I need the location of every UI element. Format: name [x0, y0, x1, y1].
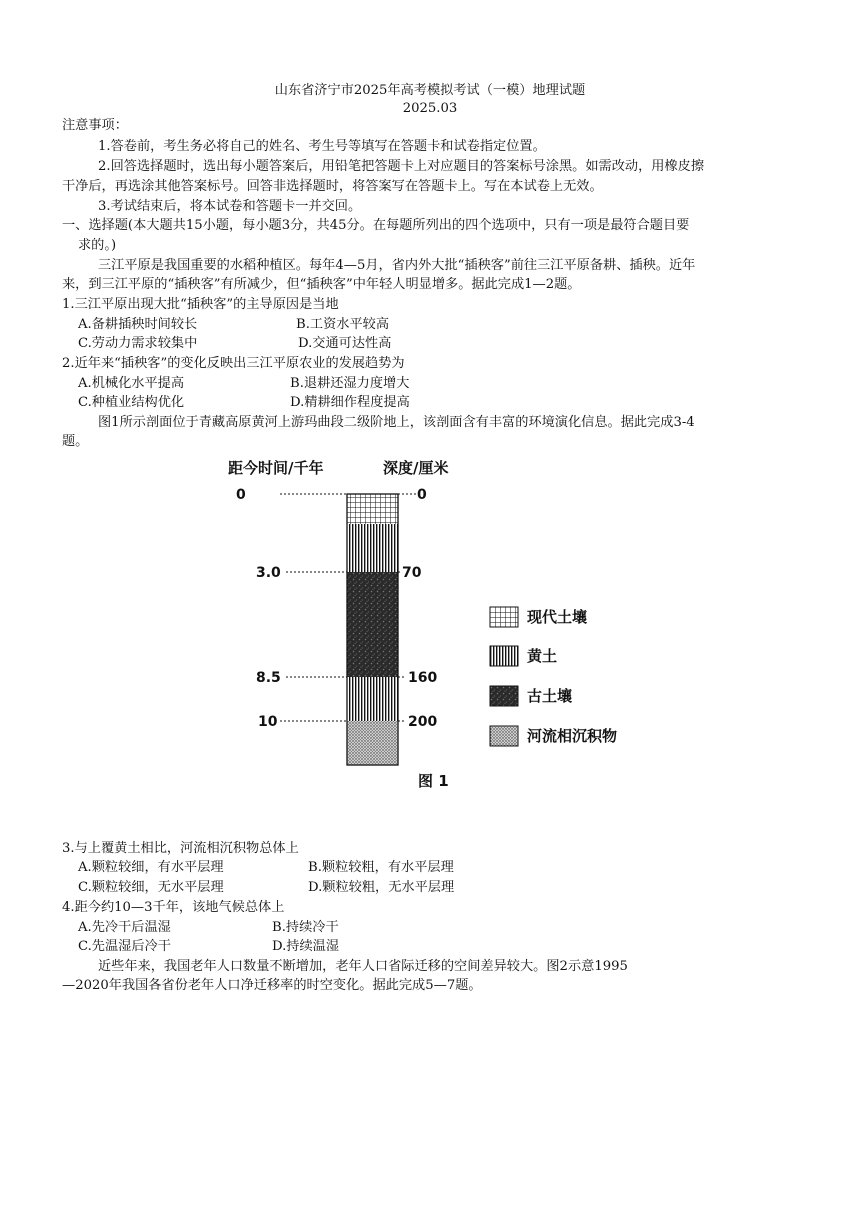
layer-fluvial-deposit: [347, 721, 398, 765]
time-label-8-5: 8.5: [256, 670, 281, 686]
time-label-3: 3.0: [256, 565, 281, 581]
question-2-option-b: B.退耕还湿力度增大: [290, 376, 410, 391]
layer-loess-upper: [347, 524, 398, 572]
notice-item-3: 3.考试结束后，将本试卷和答题卡一并交回。: [98, 199, 362, 214]
legend-label-loess: 黄土: [527, 647, 558, 665]
figure-1-stratigraphic-profile: [220, 452, 650, 800]
passage-3-line-2: —2020年我国各省份老年人口净迁移率的时空变化。据此完成5—7题。: [62, 978, 482, 993]
notice-item-2-line-1: 2.回答选择题时，选出每小题答案后，用铅笔把答题卡上对应题目的答案标号涂黑。如需改动，用橡皮擦: [98, 159, 705, 174]
question-1-option-a: A.备耕插秧时间较长: [78, 317, 198, 332]
legend-swatch-paleosol: [490, 686, 518, 706]
layer-paleosol: [347, 572, 398, 677]
question-3-option-a: A.颗粒较细，有水平层理: [78, 860, 224, 875]
legend: [490, 607, 617, 746]
legend-swatch-fluvial-deposit: [490, 726, 518, 746]
legend-label-paleosol: 古土壤: [527, 687, 573, 705]
question-4-option-b: B.持续冷干: [272, 920, 339, 935]
section-heading-line-1: 一、选择题(本大题共15小题，每小题3分，共45分。在每题所列出的四个选项中，只有一项是最符合题目要: [62, 218, 690, 233]
time-axis-title: 距今时间/千年: [228, 459, 324, 477]
question-3-option-c: C.颗粒较细，无水平层理: [78, 880, 224, 895]
question-3-option-b: B.颗粒较粗，有水平层理: [308, 860, 454, 875]
depth-label-70: 70: [402, 565, 422, 581]
notice-heading: 注意事项：: [62, 118, 128, 133]
exam-title: 山东省济宁市2025年高考模拟考试（一模）地理试题: [274, 83, 586, 98]
time-label-10: 10: [258, 714, 278, 730]
question-3-option-d: D.颗粒较粗，无水平层理: [308, 880, 455, 895]
question-4-stem: 4.距今约10—3千年，该地气候总体上: [62, 900, 285, 915]
time-label-0: 0: [236, 487, 246, 503]
section-heading-line-2: 求的。): [78, 238, 117, 253]
question-2-option-c: C.种植业结构优化: [78, 395, 185, 410]
depth-label-160: 160: [408, 670, 438, 686]
legend-label-modern-soil: 现代土壤: [527, 608, 588, 626]
question-2-option-a: A.机械化水平提高: [78, 376, 185, 391]
exam-date: 2025.03: [402, 101, 458, 116]
question-1-option-d: D.交通可达性高: [298, 336, 392, 351]
figure-1-caption: 图 1: [418, 772, 449, 790]
question-1-option-c: C.劳动力需求较集中: [78, 336, 198, 351]
legend-swatch-modern-soil: [490, 607, 518, 627]
depth-label-200: 200: [408, 714, 438, 730]
question-2-stem: 2.近年来“插秧客”的变化反映出三江平原农业的发展趋势为: [62, 356, 405, 371]
legend-swatch-loess: [490, 646, 518, 666]
question-1-stem: 1.三江平原出现大批“插秧客”的主导原因是当地: [62, 297, 339, 312]
question-4-option-d: D.持续温湿: [272, 939, 340, 954]
passage-2-line-2: 题。: [62, 434, 89, 449]
notice-item-2-line-2: 干净后，再选涂其他答案标号。回答非选择题时，将答案写在答题卡上。写在本试卷上无效。: [62, 179, 603, 194]
passage-2-line-1: 图1所示剖面位于青藏高原黄河上游玛曲段二级阶地上，该剖面含有丰富的环境演化信息。据此完成3-4: [98, 415, 695, 430]
passage-1-line-1: 三江平原是我国重要的水稻种植区。每年4—5月，省内外大批“插秧客”前往三江平原备耕、插秧。近年: [98, 258, 696, 273]
question-3-stem: 3.与上覆黄土相比，河流相沉积物总体上: [62, 841, 299, 856]
question-1-option-b: B.工资水平较高: [296, 317, 390, 332]
notice-item-1: 1.答卷前，考生务必将自己的姓名、考生号等填写在答题卡和试卷指定位置。: [98, 139, 546, 154]
question-4-option-a: A.先冷干后温湿: [78, 920, 171, 935]
passage-3-line-1: 近些年来，我国老年人口数量不断增加，老年人口省际迁移的空间差异较大。图2示意1995: [98, 959, 628, 974]
depth-label-0: 0: [417, 487, 427, 503]
legend-label-fluvial-deposit: 河流相沉积物: [527, 727, 618, 745]
question-4-option-c: C.先温湿后冷干: [78, 939, 171, 954]
question-2-option-d: D.精耕细作程度提高: [290, 395, 410, 410]
passage-1-line-2: 来，到三江平原的“插秧客”有所减少，但“插秧客”中年轻人明显增多。据此完成1—2题。: [62, 277, 581, 292]
layer-loess-lower: [347, 677, 398, 721]
depth-axis-title: 深度/厘米: [383, 459, 449, 477]
layer-modern-soil: [347, 494, 398, 524]
